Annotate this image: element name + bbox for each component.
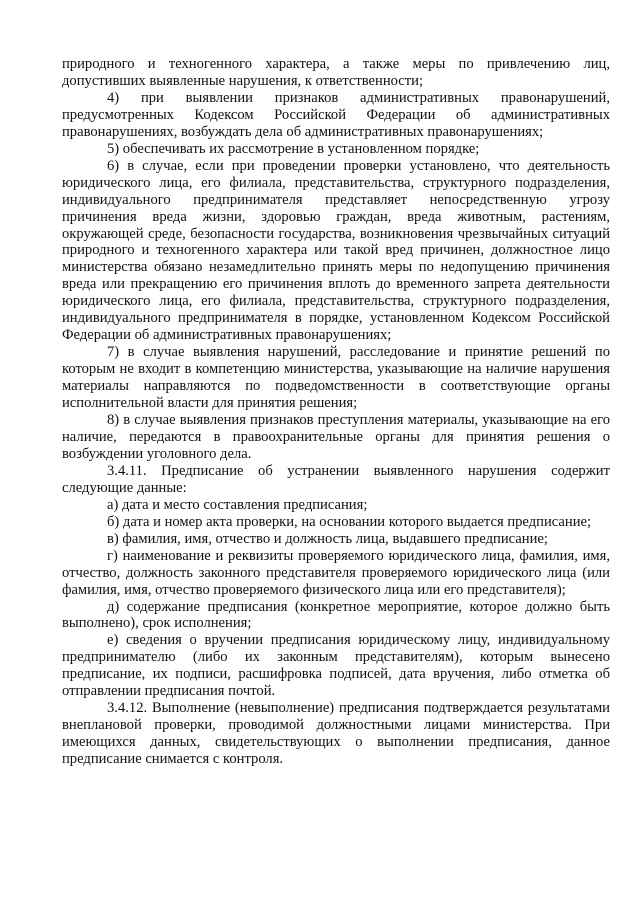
paragraph-item-g: г) наименование и реквизиты проверяемого юридического лица, фамилия, имя, отчество, должность законного представителя проверяемого юридического лица (или фамилия, имя, отчество проверяемого физического лица или его представителя);: [62, 547, 610, 598]
paragraph-section-3-4-12: 3.4.12. Выполнение (невыполнение) предписания подтверждается результатами внеплановой проверки, проводимой должностными лицами министерства. При имеющихся данных, свидетельствующих о выполнении предписания, данное предписание снимается с контроля.: [62, 700, 610, 768]
paragraph-item-v: в) фамилия, имя, отчество и должность лица, выдавшего предписание;: [107, 530, 548, 547]
paragraph-item-6: 6) в случае, если при проведении проверки установлено, что деятельность юридического лица, его филиала, представительства, структурного подразделения, индивидуального предпринимателя представляет непосредственную угрозу причинения вреда жизни, здоровью граждан, вреда животным, растениям, окружающей среде, безопасности государства, возникновения чрезвычайных ситуаций природного и техногенного характера или такой вред причинен, должностное лицо министерства обязано незамедлительно принять меры по недопущению причинения вреда или прекращению его причинения вплоть до временного запрета деятельности юридического лица, его филиала, представительства, структурного подразделения, индивидуального предпринимателя в порядке, установленном Кодексом Российской Федерации об административных правонарушениях;: [62, 157, 610, 344]
paragraph-item-b: б) дата и номер акта проверки, на основании которого выдается предписание;: [107, 513, 592, 530]
paragraph-item-d: д) содержание предписания (конкретное мероприятие, которое должно быть выполнено), срок исполнения;: [62, 598, 610, 632]
paragraph-item-a: а) дата и место составления предписания;: [107, 496, 368, 513]
paragraph-item-8: 8) в случае выявления признаков преступления материалы, указывающие на его наличие, передаются в правоохранительные органы для принятия решения о возбуждении уголовного дела.: [62, 412, 610, 462]
document-page: [62, 56, 610, 768]
paragraph-item-e: е) сведения о вручении предписания юридическому лицу, индивидуальному предпринимателю (либо их законным представителям), которым вынесено предписание, их подписи, расшифровка подписей, дата вручения, либо отметка об отправлении предписания почтой.: [62, 632, 610, 700]
paragraph-section-3-4-11: 3.4.11. Предписание об устранении выявленного нарушения содержит следующие данные:: [62, 462, 610, 496]
paragraph-item-5: 5) обеспечивать их рассмотрение в установленном порядке;: [107, 140, 480, 157]
paragraph-item-4: 4) при выявлении признаков административных правонарушений, предусмотренных Кодексом Российской Федерации об административных правонарушениях, возбуждать дела об административных правонарушениях;: [62, 89, 610, 140]
paragraph-item-7: 7) в случае выявления нарушений, расследование и принятие решений по которым не входит в компетенцию министерства, указывающие на наличие нарушения материалы направляются по подведомственности в соответствующие органы исполнительной власти для принятия решения;: [62, 344, 610, 412]
paragraph-continuation: природного и техногенного характера, а также меры по привлечению лиц, допустивших выявленные нарушения, к ответственности;: [62, 56, 610, 89]
